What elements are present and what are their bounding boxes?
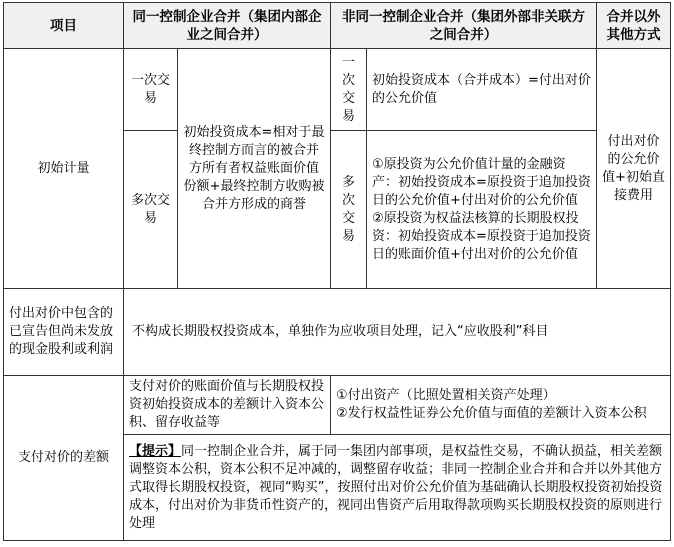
header-same-control: 同一控制企业合并（集团内部企业之间合并） bbox=[124, 3, 331, 49]
difference-case-2: ②发行权益性证券公允价值与面值的差额计入资本公积 bbox=[336, 406, 647, 421]
tip-cell bbox=[124, 435, 671, 541]
other-methods-initial-cost: 付出对价的公允价值+初始直接费用 bbox=[597, 49, 671, 289]
same-control-difference: 支付对价的账面价值与长期股权投资初始投资成本的差额计入资本公积、留存收益等 bbox=[124, 376, 331, 435]
tip-content: 同一控制企业合并，属于同一集团内部事项，是权益性交易，不确认损益，相关差额调整资本公积，资本公积不足冲减的，调整留存收益；非同一控制企业合并和合并以外其他方式取得长期股权投资，视同“购买”，按照付出对价公允价值为基础确认长期股权投资初始投资成本，付出对价为非货币性资产的，视同出售资产后用取得款项购买长期股权投资的原则进行处理 bbox=[129, 443, 663, 531]
header-row bbox=[4, 3, 671, 49]
row-label-consideration-difference: 支付对价的差额 bbox=[4, 376, 124, 541]
same-control-single-trade-label: 一次交易 bbox=[124, 49, 178, 131]
row-label-declared-dividends: 付出对价中包含的已宣告但尚未发放的现金股利或利润 bbox=[4, 289, 124, 376]
header-item: 项目 bbox=[4, 3, 124, 49]
difference-case-1: ①付出资产（比照处置相关资产处理） bbox=[336, 388, 556, 403]
declared-dividends-content: 不构成长期股权投资成本，单独作为应收项目处理，记入“应收股利”科目 bbox=[124, 289, 671, 376]
label-char: 次 bbox=[341, 72, 355, 88]
non-same-control-multi-trade-label bbox=[331, 131, 367, 289]
non-same-control-single-trade-label bbox=[331, 49, 367, 131]
label-char: 易 bbox=[341, 108, 355, 124]
label-char: 交 bbox=[341, 90, 355, 106]
header-other-methods: 合并以外其他方式 bbox=[597, 3, 671, 49]
header-non-same-control: 非同一控制企业合并（集团外部非关联方之间合并） bbox=[331, 3, 597, 49]
non-same-control-multi-trade-content bbox=[367, 131, 597, 289]
multi-trade-case-1: ①原投资为公允价值计量的金融资产：初始投资成本=原投资于追加投资日的公允价值+付出对价的公允价值 bbox=[372, 156, 591, 208]
table-row-declared-dividends bbox=[4, 289, 671, 376]
non-same-control-single-trade-content: 初始投资成本（合并成本）=付出对价的公允价值 bbox=[367, 49, 597, 131]
label-char: 易 bbox=[341, 228, 355, 244]
row-label-initial-measurement: 初始计量 bbox=[4, 49, 124, 289]
same-control-multi-trade-label: 多次交易 bbox=[124, 131, 178, 289]
non-same-control-difference bbox=[331, 376, 671, 435]
comparison-table bbox=[3, 2, 671, 541]
tip-label: 【提示】 bbox=[129, 443, 182, 459]
label-char: 次 bbox=[341, 192, 355, 208]
label-char: 多 bbox=[341, 174, 355, 190]
table-row-consideration-difference bbox=[4, 376, 671, 435]
same-control-initial-cost: 初始投资成本=相对于最终控制方而言的被合并方所有者权益账面价值份额+最终控制方收购被合并方形成的商誉 bbox=[178, 49, 331, 289]
multi-trade-case-2: ②原投资为权益法核算的长期股权投资：初始投资成本=原投资于追加投资日的账面价值+付出对价的公允价值 bbox=[372, 210, 591, 262]
label-char: 一 bbox=[341, 54, 355, 70]
label-char: 交 bbox=[341, 210, 355, 226]
table-row-initial-single bbox=[4, 49, 671, 131]
